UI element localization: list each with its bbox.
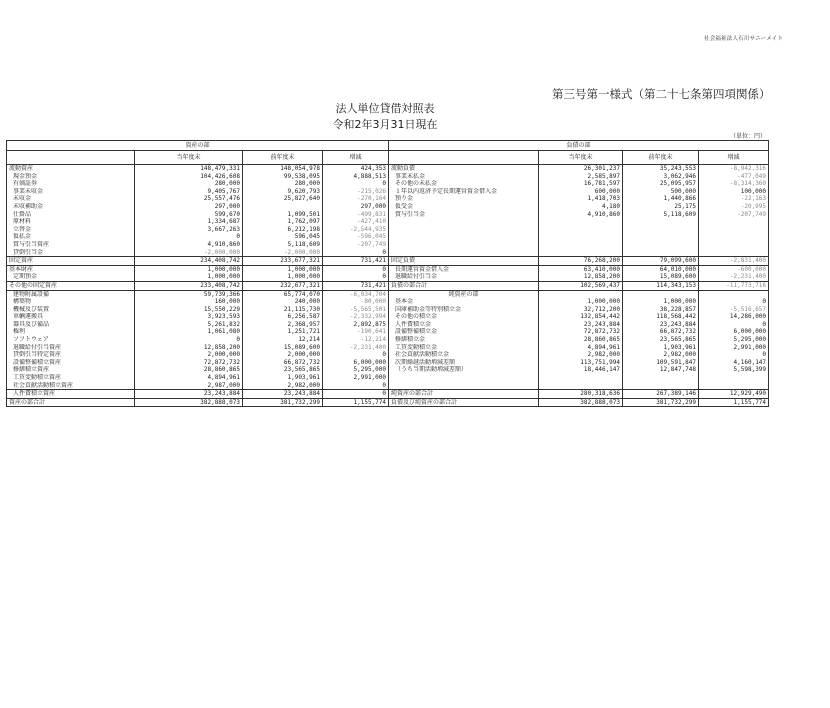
asset-amount-cell: 280,000: [243, 180, 323, 188]
liability-amount-cell: 38,228,857: [623, 306, 699, 314]
assets-section-header: 資産の部: [7, 141, 389, 151]
asset-amount-cell: 297,000: [323, 203, 389, 211]
liability-amount-cell: [699, 226, 769, 234]
asset-label-cell: 退職給付引当資産: [7, 344, 135, 352]
asset-amount-cell: -499,831: [323, 211, 389, 219]
asset-amount-cell: 731,421: [323, 281, 389, 290]
table-row: [7, 233, 769, 241]
liability-label-cell: [389, 233, 539, 241]
table-row: [7, 203, 769, 211]
liability-amount-cell: 2,982,000: [539, 351, 623, 359]
table-row: [7, 211, 769, 219]
liability-amount-cell: 109,591,847: [623, 359, 699, 367]
asset-label-cell: 立替金: [7, 226, 135, 234]
table-row: [7, 359, 769, 367]
asset-label-cell: 有価証券: [7, 180, 135, 188]
liability-amount-cell: -5,516,657: [699, 306, 769, 314]
asset-amount-cell: 28,860,865: [135, 366, 243, 374]
liability-amount-cell: 1,000,000: [623, 298, 699, 306]
liability-amount-cell: 280,318,636: [539, 390, 623, 399]
asset-label-cell: 未収金: [7, 195, 135, 203]
liability-amount-cell: 76,268,200: [539, 257, 623, 266]
liability-amount-cell: 26,301,237: [539, 165, 623, 173]
table-row: [7, 226, 769, 234]
asset-label-cell: その他の固定資産: [7, 281, 135, 290]
table-row: [7, 298, 769, 306]
liability-amount-cell: [623, 241, 699, 249]
liability-label-cell: 次期繰越活動増減差額: [389, 359, 539, 367]
asset-amount-cell: 731,421: [323, 257, 389, 266]
liability-amount-cell: 18,446,147: [539, 366, 623, 374]
asset-amount-cell: 3,667,263: [135, 226, 243, 234]
liability-amount-cell: -8,314,360: [699, 180, 769, 188]
asset-amount-cell: 1,155,774: [323, 398, 389, 407]
liability-label-cell: 退職給付引当金: [389, 273, 539, 281]
asset-amount-cell: 1,061,080: [135, 328, 243, 336]
liability-amount-cell: -2,231,400: [699, 273, 769, 281]
asset-amount-cell: 2,368,957: [243, 321, 323, 329]
liability-amount-cell: [699, 374, 769, 382]
liabilities-change-header: 増減: [699, 151, 769, 165]
liability-amount-cell: 25,095,957: [623, 180, 699, 188]
asset-amount-cell: 1,251,721: [243, 328, 323, 336]
balance-sheet-table: [6, 140, 769, 407]
liability-amount-cell: [623, 233, 699, 241]
table-row: [7, 165, 769, 173]
liability-amount-cell: 35,243,553: [623, 165, 699, 173]
liability-amount-cell: 100,000: [699, 188, 769, 196]
table-row: [7, 351, 769, 359]
asset-label-cell: 車輌運搬具: [7, 313, 135, 321]
page-title: 法人単位貸借対照表: [335, 102, 435, 115]
asset-amount-cell: 1,334,687: [135, 218, 243, 226]
asset-label-cell: 未収補助金: [7, 203, 135, 211]
asset-amount-cell: 1,000,000: [243, 273, 323, 281]
asset-amount-cell: 0: [323, 351, 389, 359]
liability-amount-cell: [699, 241, 769, 249]
asset-amount-cell: 382,888,073: [135, 398, 243, 407]
liability-amount-cell: 28,860,865: [539, 336, 623, 344]
liability-label-cell: 負債の部合計: [389, 281, 539, 290]
asset-amount-cell: 0: [135, 336, 243, 344]
liability-amount-cell: [699, 290, 769, 298]
liability-label-cell: [389, 374, 539, 382]
liability-amount-cell: 114,343,153: [623, 281, 699, 290]
asset-amount-cell: -2,000,000: [243, 249, 323, 257]
asset-label-cell: 流動資産: [7, 165, 135, 173]
liability-amount-cell: [699, 233, 769, 241]
asset-amount-cell: -2,231,400: [323, 344, 389, 352]
liability-amount-cell: 0: [699, 351, 769, 359]
liability-amount-cell: 132,854,442: [539, 313, 623, 321]
asset-amount-cell: -427,410: [323, 218, 389, 226]
liability-label-cell: [389, 218, 539, 226]
asset-amount-cell: -2,000,000: [135, 249, 243, 257]
liability-label-cell: （うち当期活動増減差額）: [389, 366, 539, 374]
liability-amount-cell: 102,569,437: [539, 281, 623, 290]
asset-label-cell: 社会貢献活動積立資産: [7, 382, 135, 390]
liability-amount-cell: -207,749: [699, 211, 769, 219]
asset-label-cell: 原材料: [7, 218, 135, 226]
liability-amount-cell: 72,872,732: [539, 328, 623, 336]
asset-amount-cell: 160,000: [135, 298, 243, 306]
liability-label-cell: [389, 249, 539, 257]
asset-amount-cell: -2,332,994: [323, 313, 389, 321]
asset-amount-cell: 5,295,000: [323, 366, 389, 374]
table-row: [7, 265, 769, 273]
liability-amount-cell: 2,982,000: [623, 351, 699, 359]
assets-current-header: 当年度末: [135, 151, 243, 165]
liability-label-cell: 負債及び純資産の部合計: [389, 398, 539, 407]
asset-label-cell: 人件費積立資産: [7, 390, 135, 399]
table-row: [7, 374, 769, 382]
liability-amount-cell: 23,243,884: [539, 321, 623, 329]
form-number: 第三号第一様式（第二十七条第四項関係）: [552, 87, 771, 101]
table-row: [7, 195, 769, 203]
liability-amount-cell: [539, 226, 623, 234]
asset-amount-cell: 104,426,608: [135, 173, 243, 181]
asset-amount-cell: -215,026: [323, 188, 389, 196]
liability-label-cell: 人件費積立金: [389, 321, 539, 329]
asset-amount-cell: 1,000,000: [135, 273, 243, 281]
asset-label-cell: 権利: [7, 328, 135, 336]
asset-amount-cell: 12,858,200: [135, 344, 243, 352]
asset-amount-cell: -190,641: [323, 328, 389, 336]
table-row: [7, 281, 769, 290]
asset-amount-cell: 234,408,742: [135, 257, 243, 266]
liability-amount-cell: 500,000: [623, 188, 699, 196]
liability-amount-cell: [623, 226, 699, 234]
asset-label-cell: 定期預金: [7, 273, 135, 281]
table-row: [7, 366, 769, 374]
asset-label-cell: 固定資産: [7, 257, 135, 266]
liability-label-cell: 修繕積立金: [389, 336, 539, 344]
liability-label-cell: 社会貢献活動積立金: [389, 351, 539, 359]
liability-label-cell: 国庫補助金等特別積立金: [389, 306, 539, 314]
liability-amount-cell: -8,942,316: [699, 165, 769, 173]
asset-label-cell: 基本財産: [7, 265, 135, 273]
asset-amount-cell: 72,872,732: [135, 359, 243, 367]
table-row: [7, 180, 769, 188]
table-row: [7, 290, 769, 298]
liability-amount-cell: [699, 218, 769, 226]
liability-amount-cell: 2,991,000: [699, 344, 769, 352]
liability-amount-cell: 64,010,000: [623, 265, 699, 273]
liability-amount-cell: 382,888,073: [539, 398, 623, 407]
liability-amount-cell: 1,418,703: [539, 195, 623, 203]
liability-amount-cell: 4,160,147: [699, 359, 769, 367]
liability-amount-cell: -2,831,400: [699, 257, 769, 266]
asset-amount-cell: 9,405,767: [135, 188, 243, 196]
asset-amount-cell: 99,538,095: [243, 173, 323, 181]
asset-amount-cell: 596,045: [243, 233, 323, 241]
liability-amount-cell: -600,000: [699, 265, 769, 273]
asset-label-cell: 構築物: [7, 298, 135, 306]
asset-amount-cell: 23,243,884: [243, 390, 323, 399]
liability-amount-cell: [699, 249, 769, 257]
liability-amount-cell: 0: [699, 298, 769, 306]
table-row: [7, 398, 769, 407]
liability-amount-cell: [623, 218, 699, 226]
asset-label-cell: 仕掛品: [7, 211, 135, 219]
asset-amount-cell: 0: [323, 390, 389, 399]
table-row: [7, 257, 769, 266]
asset-label-cell: 修繕積立資産: [7, 366, 135, 374]
liability-label-cell: 預り金: [389, 195, 539, 203]
asset-amount-cell: 0: [323, 180, 389, 188]
column-header-row: [7, 151, 769, 165]
liability-label-cell: 流動負債: [389, 165, 539, 173]
assets-label-header: [7, 151, 135, 165]
asset-amount-cell: 1,903,961: [243, 374, 323, 382]
liability-amount-cell: 4,910,860: [539, 211, 623, 219]
asset-amount-cell: 2,000,000: [243, 351, 323, 359]
asset-label-cell: 器具及び備品: [7, 321, 135, 329]
liability-amount-cell: 118,568,442: [623, 313, 699, 321]
asset-label-cell: 賞与引当資産: [7, 241, 135, 249]
liability-amount-cell: 79,099,600: [623, 257, 699, 266]
liability-amount-cell: 15,089,600: [623, 273, 699, 281]
liability-amount-cell: 12,929,490: [699, 390, 769, 399]
liability-amount-cell: 267,389,146: [623, 390, 699, 399]
table-row: [7, 306, 769, 314]
asset-label-cell: 現金預金: [7, 173, 135, 181]
asset-amount-cell: 4,894,961: [135, 374, 243, 382]
liability-label-cell: その他の積立金: [389, 313, 539, 321]
asset-amount-cell: 5,118,609: [243, 241, 323, 249]
liability-label-cell: [389, 226, 539, 234]
table-row: [7, 336, 769, 344]
asset-amount-cell: 2,000,000: [135, 351, 243, 359]
table-row: [7, 390, 769, 399]
asset-amount-cell: 15,550,229: [135, 306, 243, 314]
liability-amount-cell: [623, 290, 699, 298]
table-row: [7, 382, 769, 390]
liability-label-cell: [389, 382, 539, 390]
liability-amount-cell: 4,180: [539, 203, 623, 211]
liability-amount-cell: 23,565,865: [623, 336, 699, 344]
assets-previous-header: 前年度末: [243, 151, 323, 165]
liability-amount-cell: 16,781,597: [539, 180, 623, 188]
asset-amount-cell: 280,000: [135, 180, 243, 188]
asset-amount-cell: 233,677,321: [243, 257, 323, 266]
table-row: [7, 218, 769, 226]
liability-amount-cell: [539, 382, 623, 390]
liability-amount-cell: [539, 233, 623, 241]
liability-amount-cell: 4,894,961: [539, 344, 623, 352]
asset-amount-cell: -596,045: [323, 233, 389, 241]
liability-amount-cell: 12,858,200: [539, 273, 623, 281]
asset-amount-cell: 25,827,640: [243, 195, 323, 203]
asset-amount-cell: 4,888,513: [323, 173, 389, 181]
asset-amount-cell: 599,670: [135, 211, 243, 219]
table-row: [7, 188, 769, 196]
liability-label-cell: その他の未払金: [389, 180, 539, 188]
asset-amount-cell: -12,214: [323, 336, 389, 344]
asset-amount-cell: -207,749: [323, 241, 389, 249]
liability-label-cell: 基本金: [389, 298, 539, 306]
liability-amount-cell: 1,155,774: [699, 398, 769, 407]
liability-label-cell: 固定負債: [389, 257, 539, 266]
table-row: [7, 344, 769, 352]
liability-label-cell: 長期運営資金借入金: [389, 265, 539, 273]
asset-amount-cell: 2,991,000: [323, 374, 389, 382]
table-row: [7, 249, 769, 257]
asset-label-cell: 機械及び装置: [7, 306, 135, 314]
asset-amount-cell: 0: [323, 273, 389, 281]
asset-amount-cell: 6,212,198: [243, 226, 323, 234]
asset-amount-cell: 148,479,331: [135, 165, 243, 173]
asset-amount-cell: 0: [323, 382, 389, 390]
asset-amount-cell: 6,000,000: [323, 359, 389, 367]
liabilities-section-header: 負債の部: [389, 141, 769, 151]
unit-label: （単位：円）: [730, 133, 767, 140]
asset-amount-cell: [243, 203, 323, 211]
asset-label-cell: 仮払金: [7, 233, 135, 241]
asset-amount-cell: 233,408,742: [135, 281, 243, 290]
asset-amount-cell: 65,774,070: [243, 290, 323, 298]
asset-amount-cell: 0: [323, 265, 389, 273]
asset-amount-cell: 4,910,860: [135, 241, 243, 249]
asset-amount-cell: 240,000: [243, 298, 323, 306]
liability-amount-cell: 113,751,994: [539, 359, 623, 367]
liability-amount-cell: [539, 218, 623, 226]
liability-label-cell: 事業未払金: [389, 173, 539, 181]
liability-label-cell: 賞与引当金: [389, 211, 539, 219]
table-row: [7, 273, 769, 281]
liability-amount-cell: 0: [699, 321, 769, 329]
asset-label-cell: 事業未収金: [7, 188, 135, 196]
liability-amount-cell: 2,585,897: [539, 173, 623, 181]
liability-amount-cell: 1,000,000: [539, 298, 623, 306]
liability-amount-cell: 5,598,399: [699, 366, 769, 374]
asset-amount-cell: 3,923,593: [135, 313, 243, 321]
liability-label-cell: [389, 241, 539, 249]
asset-amount-cell: 9,620,793: [243, 188, 323, 196]
asset-amount-cell: 381,732,299: [243, 398, 323, 407]
section-header-row: [7, 141, 769, 151]
asset-label-cell: ソフトウェア: [7, 336, 135, 344]
liability-amount-cell: 12,847,748: [623, 366, 699, 374]
liabilities-current-header: 当年度末: [539, 151, 623, 165]
liability-amount-cell: -477,049: [699, 173, 769, 181]
asset-label-cell: 工賃変動積立資産: [7, 374, 135, 382]
table-row: [7, 173, 769, 181]
asset-amount-cell: 15,089,600: [243, 344, 323, 352]
liability-amount-cell: 23,243,884: [623, 321, 699, 329]
liability-amount-cell: 1,903,961: [623, 344, 699, 352]
liability-label-cell: 工賃変動積立金: [389, 344, 539, 352]
asset-amount-cell: 148,054,978: [243, 165, 323, 173]
liabilities-previous-header: 前年度末: [623, 151, 699, 165]
asset-amount-cell: 1,762,097: [243, 218, 323, 226]
asset-amount-cell: 23,565,865: [243, 366, 323, 374]
liability-amount-cell: 63,410,000: [539, 265, 623, 273]
asset-amount-cell: 6,256,587: [243, 313, 323, 321]
liability-amount-cell: [623, 382, 699, 390]
asset-label-cell: 設備整備積立資産: [7, 359, 135, 367]
liability-label-cell: 仮受金: [389, 203, 539, 211]
table-row: [7, 321, 769, 329]
liability-amount-cell: -20,995: [699, 203, 769, 211]
asset-amount-cell: 21,115,730: [243, 306, 323, 314]
table-row: [7, 313, 769, 321]
liability-label-cell: 純資産の部合計: [389, 390, 539, 399]
asset-amount-cell: 2,892,875: [323, 321, 389, 329]
asset-amount-cell: -270,164: [323, 195, 389, 203]
liability-amount-cell: [623, 374, 699, 382]
asset-amount-cell: 1,000,000: [135, 265, 243, 273]
liability-amount-cell: [699, 382, 769, 390]
asset-label-cell: 建物附属設備: [7, 290, 135, 298]
asset-amount-cell: 232,677,321: [243, 281, 323, 290]
liability-amount-cell: [539, 290, 623, 298]
liability-amount-cell: 381,732,299: [623, 398, 699, 407]
asset-amount-cell: 0: [323, 249, 389, 257]
asset-amount-cell: 66,872,732: [243, 359, 323, 367]
asset-amount-cell: -5,565,501: [323, 306, 389, 314]
liability-amount-cell: 66,872,732: [623, 328, 699, 336]
table-row: [7, 328, 769, 336]
liability-amount-cell: 600,000: [539, 188, 623, 196]
liability-amount-cell: 5,118,609: [623, 211, 699, 219]
asset-amount-cell: 59,739,366: [135, 290, 243, 298]
liability-amount-cell: 25,175: [623, 203, 699, 211]
asset-amount-cell: 23,243,884: [135, 390, 243, 399]
asset-amount-cell: -6,034,704: [323, 290, 389, 298]
liability-amount-cell: 6,000,000: [699, 328, 769, 336]
asset-amount-cell: 2,982,000: [243, 382, 323, 390]
asset-amount-cell: -2,544,935: [323, 226, 389, 234]
liability-label-cell: １年以内返済予定長期運営資金借入金: [389, 188, 539, 196]
asset-label-cell: 貸倒引当金: [7, 249, 135, 257]
asset-amount-cell: 0: [135, 233, 243, 241]
asset-label-cell: 資産の部合計: [7, 398, 135, 407]
asset-amount-cell: 424,353: [323, 165, 389, 173]
asset-amount-cell: 297,000: [135, 203, 243, 211]
liability-amount-cell: 14,286,000: [699, 313, 769, 321]
asset-amount-cell: 12,214: [243, 336, 323, 344]
liability-amount-cell: -11,773,716: [699, 281, 769, 290]
asset-amount-cell: 2,987,000: [135, 382, 243, 390]
asset-label-cell: 貸倒引当特定資産: [7, 351, 135, 359]
liability-amount-cell: 1,440,866: [623, 195, 699, 203]
asset-amount-cell: 1,099,501: [243, 211, 323, 219]
liability-amount-cell: [623, 249, 699, 257]
report-date: 令和2年3月31日現在: [332, 118, 438, 131]
liabilities-label-header: [389, 151, 539, 165]
liability-label-cell: 設備整備積立金: [389, 328, 539, 336]
assets-change-header: 増減: [323, 151, 389, 165]
liability-amount-cell: [539, 374, 623, 382]
liability-amount-cell: 5,295,000: [699, 336, 769, 344]
liability-amount-cell: 32,712,200: [539, 306, 623, 314]
organization-name: 社会福祉法人石川サニーメイト: [704, 36, 784, 42]
asset-amount-cell: 1,000,000: [243, 265, 323, 273]
liability-amount-cell: 3,062,946: [623, 173, 699, 181]
asset-amount-cell: 5,261,832: [135, 321, 243, 329]
liability-amount-cell: -22,163: [699, 195, 769, 203]
liability-amount-cell: [539, 249, 623, 257]
asset-amount-cell: -80,000: [323, 298, 389, 306]
liability-amount-cell: [539, 241, 623, 249]
liability-label-cell: 純資産の部: [389, 290, 539, 298]
table-row: [7, 241, 769, 249]
asset-amount-cell: 25,557,476: [135, 195, 243, 203]
